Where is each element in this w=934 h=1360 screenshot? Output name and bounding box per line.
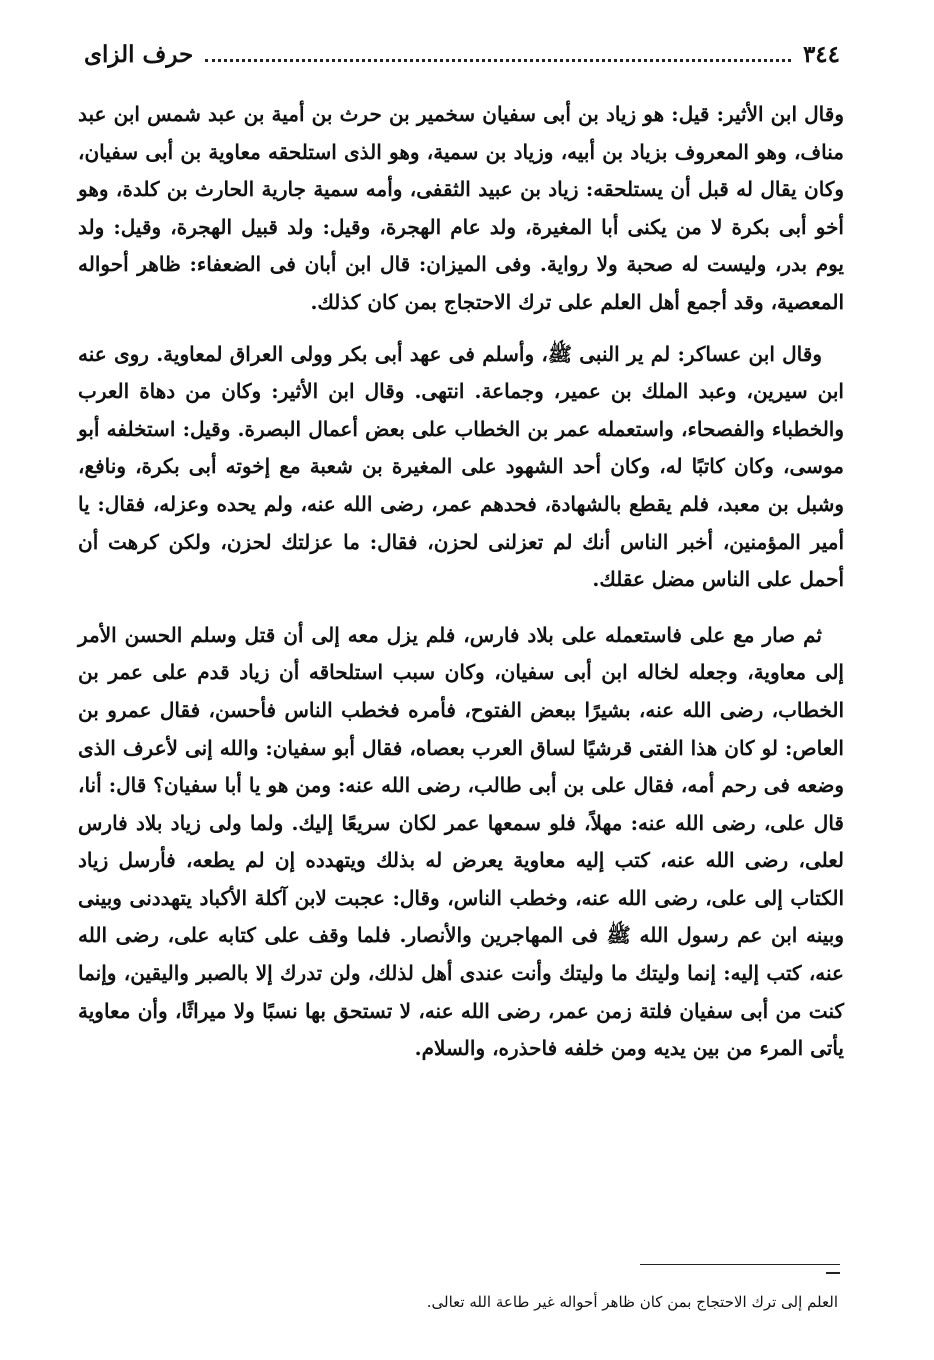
paragraph: ثم صار مع على فاستعمله على بلاد فارس، فلم يزل معه إلى أن قتل وسلم الحسن الأمر إلى معاوية، وجعله لخاله ابن أبى سفيان، وكان سبب استلحاقه أن زياد قدم على عمر بن الخطاب، رضى الله عنه، بشيرًا ببعض الفتوح، فأمره فخطب الناس فأحسن، فقال عمرو بن العاص: لو كان هذا الفتى قرشيًا لساق العرب بعصاه، فقال أبو سفيان: والله إنى لأعرف الذى وضعه فى رحم أمه، فقال على بن أبى طالب، رضى الله عنه: ومن هو يا أبا سفيان؟ قال: أنا، قال على، رضى الله عنه: مهلاً، فلو سمعها عمر لكان سريعًا إليك. ولما ولى زياد بلاد فارس لعلى، رضى الله عنه، كتب إليه معاوية يعرض له بذلك ويتهدده إن لم يطعه، فأرسل زياد الكتاب إلى على، رضى الله عنه، وخطب الناس، وقال: عجبت لابن آكلة الأكباد يتهددنى وبينى وبينه ابن عم رسول الله ﷺ فى المهاجرين والأنصار. فلما وقف على كتابه على، رضى الله عنه، كتب إليه: إنما وليتك ما وليتك وأنت عندى أهل لذلك، ولن تدرك إلا بالصبر واليقين، وإنما كنت من أبى سفيان فلتة زمن عمر، رضى الله عنه، لا تستحق بها نسبًا ولا ميراثًا، وأن معاوية يأتى المرء من بين يديه ومن خلفه فاحذره، والسلام. bbox=[78, 622, 844, 1061]
page-header bbox=[84, 34, 840, 74]
header-dotted-leader bbox=[205, 59, 791, 62]
chapter-title: حرف الزاى bbox=[84, 40, 194, 68]
footnote-marker bbox=[826, 1272, 840, 1274]
paragraph: وقال ابن الأثير: قيل: هو زياد بن أبى سفيان سخمير بن حرث بن أمية بن عبد شمس ابن عبد مناف، وهو المعروف بزياد بن أبيه، وزياد بن سمية، وهو الذى استلحقه معاوية بن أبى سفيان، وكان يقال له قبل أن يستلحقه: زياد بن عبيد الثقفى، وأمه سمية جارية الحارث بن كلدة، وهو أخو أبى بكرة لا من يكنى أبا المغيرة، ولد عام الهجرة، وقيل: ولد قبيل الهجرة، وقيل: ولد يوم بدر، وليست له صحبة ولا رواية. وفى الميزان: قال ابن أبان فى الضعفاء: ظاهر أحواله المعصية، وقد أجمع أهل العلم على ترك الاحتجاج بمن كان كذلك. bbox=[78, 102, 844, 314]
footnote-separator bbox=[640, 1264, 840, 1265]
main-text bbox=[78, 96, 844, 1068]
paragraph: وقال ابن عساكر: لم ير النبى ﷺ، وأسلم فى عهد أبى بكر وولى العراق لمعاوية. روى عنه ابن سيرين، وعبد الملك بن عمير، وجماعة. انتهى. وقال ابن الأثير: وكان من دهاة العرب والخطباء والفصحاء، واستعمله عمر بن الخطاب على بعض أعمال البصرة. وقيل: استخلفه أبو موسى، وكان كاتبًا له، وكان أحد الشهود على المغيرة بن شعبة مع إخوته أبى بكرة، ونافع، وشبل بن معبد، فلم يقطع بالشهادة، فحدهم عمر، رضى الله عنه، ولم يحده وعزله، فقال: يا أمير المؤمنين، أخبر الناس أنك لم تعزلنى لحزن، فقال: ما عزلتك لحزن، ولكن كرهت أن أحمل على الناس مضل عقلك. bbox=[78, 341, 844, 592]
footnote-text: العلم إلى ترك الاحتجاج بمن كان ظاهر أحواله غير طاعة الله تعالى. bbox=[426, 1293, 838, 1311]
page-number: ٣٤٤ bbox=[802, 40, 840, 68]
